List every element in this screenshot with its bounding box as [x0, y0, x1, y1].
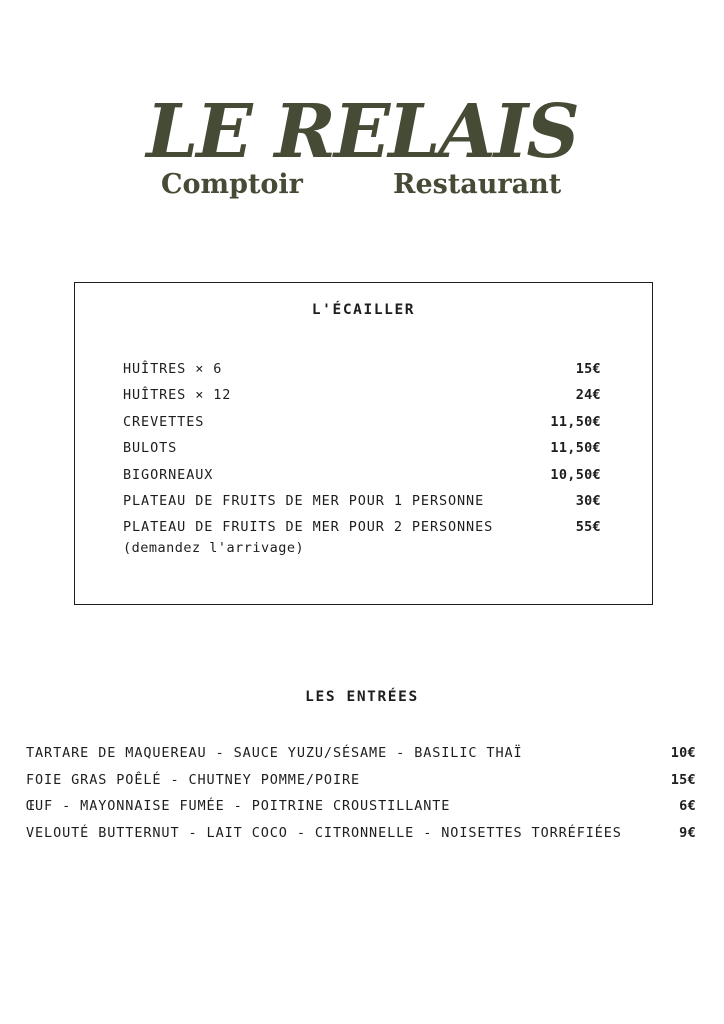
- ecailler-section: [74, 282, 653, 605]
- logo-subtitle-restaurant: Restaurant: [393, 169, 562, 200]
- menu-item-name: PLATEAU DE FRUITS DE MER POUR 1 PERSONNE: [123, 493, 485, 509]
- menu-item-name: CREVETTES: [123, 414, 205, 430]
- menu-item-name: HUÎTRES × 12: [123, 387, 232, 403]
- menu-item-price: 6€: [679, 798, 696, 814]
- menu-item-price: 11,50€: [550, 440, 601, 456]
- menu-item-name: TARTARE DE MAQUEREAU - SAUCE YUZU/SÉSAME - BASILIC THAÏ: [26, 745, 523, 761]
- menu-item-name: BIGORNEAUX: [123, 467, 214, 483]
- menu-item-name: VELOUTÉ BUTTERNUT - LAIT COCO - CITRONNELLE - NOISETTES TORRÉFIÉES: [26, 825, 622, 841]
- logo-subtitle-comptoir: Comptoir: [161, 169, 303, 200]
- menu-item-price: 30€: [575, 493, 601, 509]
- menu-item-price: 15€: [575, 361, 601, 377]
- menu-item-price: 15€: [670, 772, 696, 788]
- menu-item-name: HUÎTRES × 6: [123, 361, 223, 377]
- menu-item-price: 11,50€: [550, 414, 601, 430]
- menu-item-note: (demandez l'arrivage): [123, 540, 305, 556]
- menu-item-price: 24€: [575, 387, 601, 403]
- entrees-title: LES ENTRÉES: [305, 689, 419, 705]
- menu-item-name: ŒUF - MAYONNAISE FUMÉE - POITRINE CROUSTILLANTE: [26, 798, 451, 814]
- menu-item-name: PLATEAU DE FRUITS DE MER POUR 2 PERSONNES: [123, 519, 494, 535]
- ecailler-title: L'ÉCAILLER: [311, 302, 416, 318]
- menu-item-name: FOIE GRAS POÊLÉ - CHUTNEY POMME/POIRE: [26, 772, 361, 788]
- menu-item-price: 10,50€: [550, 467, 601, 483]
- restaurant-name: LE RELAIS: [146, 89, 578, 175]
- menu-item-price: 10€: [670, 745, 696, 761]
- menu-item-price: 9€: [679, 825, 696, 841]
- menu-item-name: BULOTS: [123, 440, 178, 456]
- menu-item-price: 55€: [575, 519, 601, 535]
